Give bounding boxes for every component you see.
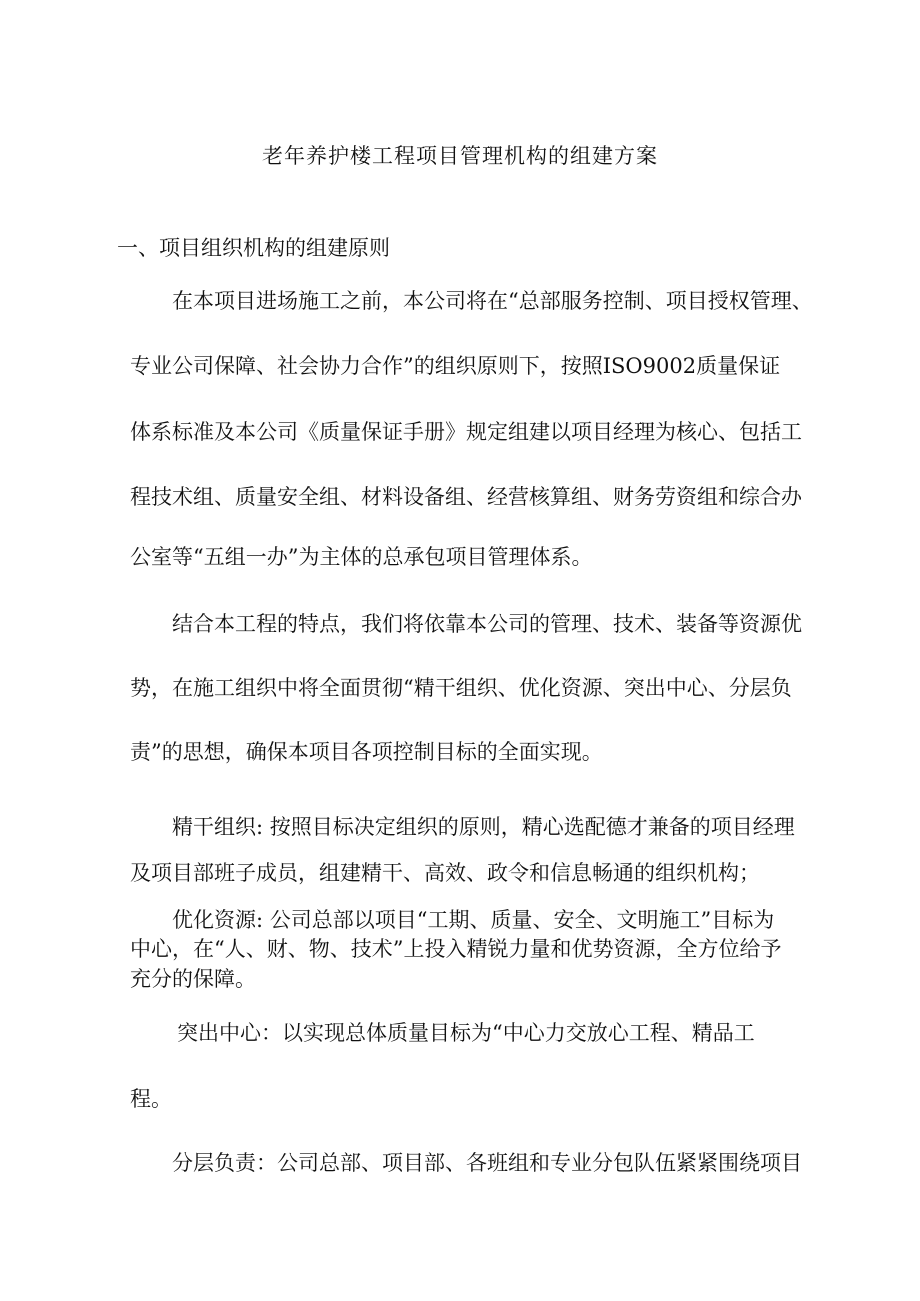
paragraph-line: 体系标准及本公司《质量保证手册》规定组建以项目经理为核心、包括工: [130, 420, 802, 444]
paragraph-line: 充分的保障。: [130, 967, 256, 991]
paragraph-line: 分层负责：公司总部、项目部、各班组和专业分包队伍紧紧围绕项目: [172, 1151, 802, 1175]
paragraph-line: 精干组织: 按照目标决定组织的原则，精心选配德才兼备的项目经理: [172, 815, 795, 839]
paragraph-line: 程技术组、质量安全组、材料设备组、经营核算组、财务劳资组和综合办: [130, 485, 802, 509]
paragraph-line: 势，在施工组织中将全面贯彻“精干组织、优化资源、突出中心、分层负: [130, 676, 792, 700]
paragraph-line: 优化资源: 公司总部以项目“工期、质量、安全、文明施工”目标为: [172, 908, 775, 932]
paragraph-line: 程。: [130, 1087, 172, 1111]
paragraph-line: 在本项目进场施工之前，本公司将在“总部服务控制、项目授权管理、: [172, 289, 813, 313]
document-title: 老年养护楼工程项目管理机构的组建方案: [262, 144, 658, 168]
section-heading: 一、项目组织机构的组建原则: [117, 236, 390, 260]
paragraph-line: 专业公司保障、社会协力合作”的组织原则下，按照ISO9002质量保证: [130, 354, 781, 378]
paragraph-line: 及项目部班子成员，组建精干、高效、政令和信息畅通的组织机构；: [130, 861, 760, 885]
paragraph-line: 公室等“五组一办”为主体的总承包项目管理体系。: [130, 545, 593, 569]
paragraph-line: 结合本工程的特点，我们将依靠本公司的管理、技术、装备等资源优: [172, 612, 802, 636]
paragraph-line: 突出中心：以实现总体质量目标为“中心力交放心工程、精品工: [177, 1021, 755, 1045]
paragraph-line: 责”的思想，确保本项目各项控制目标的全面实现。: [130, 740, 603, 764]
paragraph-line: 中心，在“人、财、物、技术”上投入精锐力量和优势资源，全方位给予: [130, 937, 782, 961]
